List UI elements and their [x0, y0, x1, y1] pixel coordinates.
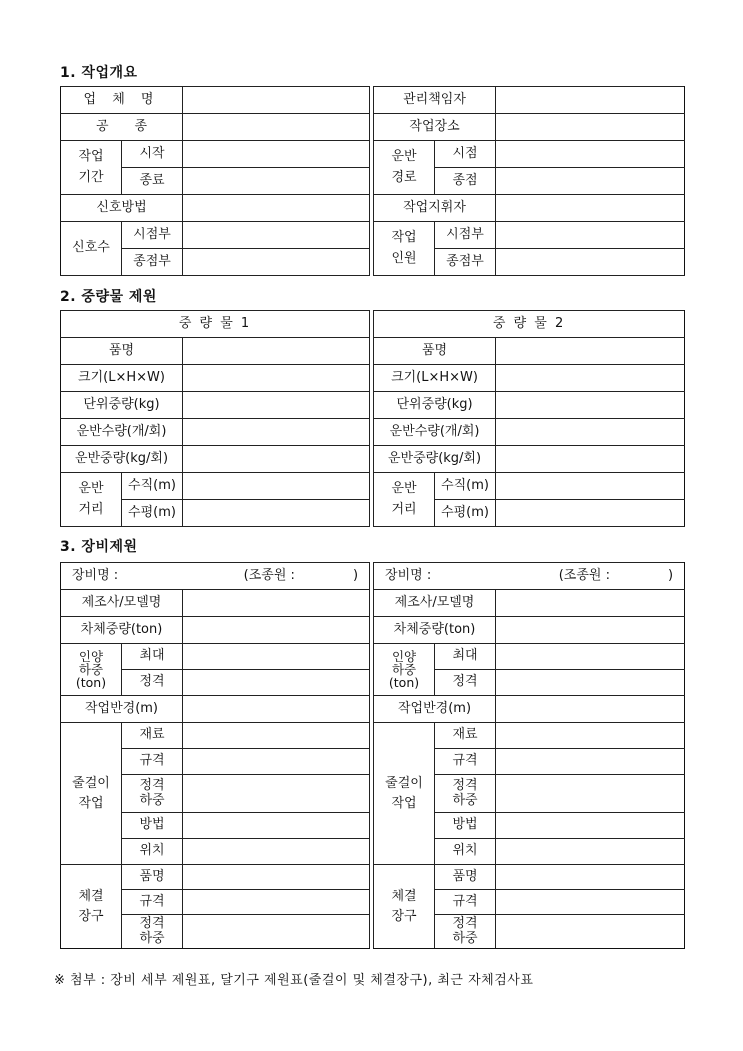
- label-end-point: 종점: [435, 168, 496, 195]
- equip-name-row-2[interactable]: [374, 563, 685, 590]
- label-rigging-1: 줄걸이 작업: [61, 723, 122, 865]
- fast-spec-1-field[interactable]: [183, 890, 370, 915]
- max-1-field[interactable]: [183, 644, 370, 670]
- label-end: 종료: [122, 168, 183, 195]
- label-fastening-2: 체결 장구: [374, 865, 435, 949]
- label-position-1: 위치: [122, 839, 183, 865]
- label-operator-1: (조종원 :: [243, 567, 295, 583]
- label-radius-2: 작업반경(m): [374, 696, 496, 723]
- label-rigging-2: 줄걸이 작업: [374, 723, 435, 865]
- vehicle-weight-1-field[interactable]: [183, 617, 370, 644]
- method-2-field[interactable]: [496, 813, 685, 839]
- label-lift-load-2: 인양 하중 (ton): [374, 644, 435, 696]
- fast-rated-1-field[interactable]: [183, 915, 370, 949]
- label-equip-name-1: 장비명 :: [72, 567, 119, 583]
- label-unit-weight-2: 단위중량(kg): [374, 392, 496, 419]
- label-transport-weight-2: 운반중량(kg/회): [374, 446, 496, 473]
- equipment-table: [60, 562, 685, 949]
- label-fast-item-2: 품명: [435, 865, 496, 890]
- signaler-start-field[interactable]: [183, 222, 370, 249]
- commander-field[interactable]: [496, 195, 685, 222]
- label-max-1: 최대: [122, 644, 183, 670]
- rated-2-field[interactable]: [496, 670, 685, 696]
- material-1-field[interactable]: [183, 723, 370, 749]
- label-transport-weight-1: 운반중량(kg/회): [61, 446, 183, 473]
- work-overview-table: [60, 86, 685, 276]
- company-field[interactable]: [183, 87, 370, 114]
- item-name-1-field[interactable]: [183, 338, 370, 365]
- label-end-part: 종점부: [122, 249, 183, 276]
- label-fast-spec-1: 규격: [122, 890, 183, 915]
- label-spec-2: 규격: [435, 749, 496, 775]
- label-vehicle-weight-2: 차체중량(ton): [374, 617, 496, 644]
- radius-2-field[interactable]: [496, 696, 685, 723]
- end-field[interactable]: [183, 168, 370, 195]
- transport-qty-1-field[interactable]: [183, 419, 370, 446]
- label-manager: 관리책임자: [374, 87, 496, 114]
- label-rated-2: 정격: [435, 670, 496, 696]
- horizontal-1-field[interactable]: [183, 500, 370, 527]
- label-workers: 작업 인원: [374, 222, 435, 276]
- label-size-2: 크기(L×H×W): [374, 365, 496, 392]
- equip-name-row-1[interactable]: [61, 563, 370, 590]
- label-transport-qty-2: 운반수량(개/회): [374, 419, 496, 446]
- position-2-field[interactable]: [496, 839, 685, 865]
- label-rated-load-1: 정격 하중: [122, 775, 183, 813]
- transport-qty-2-field[interactable]: [496, 419, 685, 446]
- label-transport-dist-1: 운반 거리: [61, 473, 122, 527]
- end-point-field[interactable]: [496, 168, 685, 195]
- fast-spec-2-field[interactable]: [496, 890, 685, 915]
- label-vertical-1: 수직(m): [122, 473, 183, 500]
- fast-rated-2-field[interactable]: [496, 915, 685, 949]
- label-rated-1: 정격: [122, 670, 183, 696]
- operator-close-1: ): [352, 567, 359, 583]
- header-heavy2: 중 량 물 2: [374, 311, 685, 338]
- workers-start-field[interactable]: [496, 222, 685, 249]
- spec-1-field[interactable]: [183, 749, 370, 775]
- maker-model-1-field[interactable]: [183, 590, 370, 617]
- label-transport-dist-2: 운반 거리: [374, 473, 435, 527]
- unit-weight-1-field[interactable]: [183, 392, 370, 419]
- label-vehicle-weight-1: 차체중량(ton): [61, 617, 183, 644]
- label-horizontal-1: 수평(m): [122, 500, 183, 527]
- signaler-end-field[interactable]: [183, 249, 370, 276]
- label-transport-qty-1: 운반수량(개/회): [61, 419, 183, 446]
- operator-close-2: ): [667, 567, 674, 583]
- start-field[interactable]: [183, 141, 370, 168]
- spec-2-field[interactable]: [496, 749, 685, 775]
- label-workers-start-part: 시점부: [435, 222, 496, 249]
- label-item-name-1: 품명: [61, 338, 183, 365]
- label-item-name-2: 품명: [374, 338, 496, 365]
- rated-load-1-field[interactable]: [183, 775, 370, 813]
- label-signal-method: 신호방법: [61, 195, 183, 222]
- size-1-field[interactable]: [183, 365, 370, 392]
- label-workers-end-part: 종점부: [435, 249, 496, 276]
- transport-weight-1-field[interactable]: [183, 446, 370, 473]
- label-work-place: 작업장소: [374, 114, 496, 141]
- maker-model-2-field[interactable]: [496, 590, 685, 617]
- fast-item-1-field[interactable]: [183, 865, 370, 890]
- label-position-2: 위치: [435, 839, 496, 865]
- label-fast-rated-1: 정격 하중: [122, 915, 183, 949]
- label-fastening-1: 체결 장구: [61, 865, 122, 949]
- section2-title: 2. 중량물 제원: [60, 289, 157, 305]
- vertical-1-field[interactable]: [183, 473, 370, 500]
- label-fast-rated-2: 정격 하중: [435, 915, 496, 949]
- attachment-note: ※ 첨부 : 장비 세부 제원표, 달기구 제원표(줄걸이 및 체결장구), 최근 자체검사표: [54, 973, 534, 988]
- start-point-field[interactable]: [496, 141, 685, 168]
- work-type-field[interactable]: [183, 114, 370, 141]
- material-2-field[interactable]: [496, 723, 685, 749]
- label-max-2: 최대: [435, 644, 496, 670]
- label-maker-model-1: 제조사/모델명: [61, 590, 183, 617]
- label-horizontal-2: 수평(m): [435, 500, 496, 527]
- label-start: 시작: [122, 141, 183, 168]
- section3-title: 3. 장비제원: [60, 539, 138, 555]
- position-1-field[interactable]: [183, 839, 370, 865]
- label-material-2: 재료: [435, 723, 496, 749]
- label-method-1: 방법: [122, 813, 183, 839]
- label-operator-2: (조종원 :: [558, 567, 610, 583]
- label-start-part: 시점부: [122, 222, 183, 249]
- label-size-1: 크기(L×H×W): [61, 365, 183, 392]
- item-name-2-field[interactable]: [496, 338, 685, 365]
- label-work-period: 작업 기간: [61, 141, 122, 195]
- heavy-object-table: [60, 310, 685, 527]
- label-fast-spec-2: 규격: [435, 890, 496, 915]
- fast-item-2-field[interactable]: [496, 865, 685, 890]
- label-company: 업 체 명: [61, 87, 183, 114]
- label-radius-1: 작업반경(m): [61, 696, 183, 723]
- label-vertical-2: 수직(m): [435, 473, 496, 500]
- vehicle-weight-2-field[interactable]: [496, 617, 685, 644]
- rated-1-field[interactable]: [183, 670, 370, 696]
- rated-load-2-field[interactable]: [496, 775, 685, 813]
- vertical-2-field[interactable]: [496, 473, 685, 500]
- label-material-1: 재료: [122, 723, 183, 749]
- label-route: 운반 경로: [374, 141, 435, 195]
- max-2-field[interactable]: [496, 644, 685, 670]
- label-commander: 작업지휘자: [374, 195, 496, 222]
- header-heavy1: 중 량 물 1: [61, 311, 370, 338]
- label-work-type: 공 종: [61, 114, 183, 141]
- horizontal-2-field[interactable]: [496, 500, 685, 527]
- label-signaler: 신호수: [61, 222, 122, 276]
- work-place-field[interactable]: [496, 114, 685, 141]
- radius-1-field[interactable]: [183, 696, 370, 723]
- label-equip-name-2: 장비명 :: [385, 567, 432, 583]
- label-maker-model-2: 제조사/모델명: [374, 590, 496, 617]
- label-lift-load-1: 인양 하중 (ton): [61, 644, 122, 696]
- workers-end-field[interactable]: [496, 249, 685, 276]
- unit-weight-2-field[interactable]: [496, 392, 685, 419]
- size-2-field[interactable]: [496, 365, 685, 392]
- manager-field[interactable]: [496, 87, 685, 114]
- label-method-2: 방법: [435, 813, 496, 839]
- label-start-point: 시점: [435, 141, 496, 168]
- section1-title: 1. 작업개요: [60, 65, 138, 81]
- transport-weight-2-field[interactable]: [496, 446, 685, 473]
- method-1-field[interactable]: [183, 813, 370, 839]
- label-fast-item-1: 품명: [122, 865, 183, 890]
- label-unit-weight-1: 단위중량(kg): [61, 392, 183, 419]
- label-spec-1: 규격: [122, 749, 183, 775]
- label-rated-load-2: 정격 하중: [435, 775, 496, 813]
- signal-method-field[interactable]: [183, 195, 370, 222]
